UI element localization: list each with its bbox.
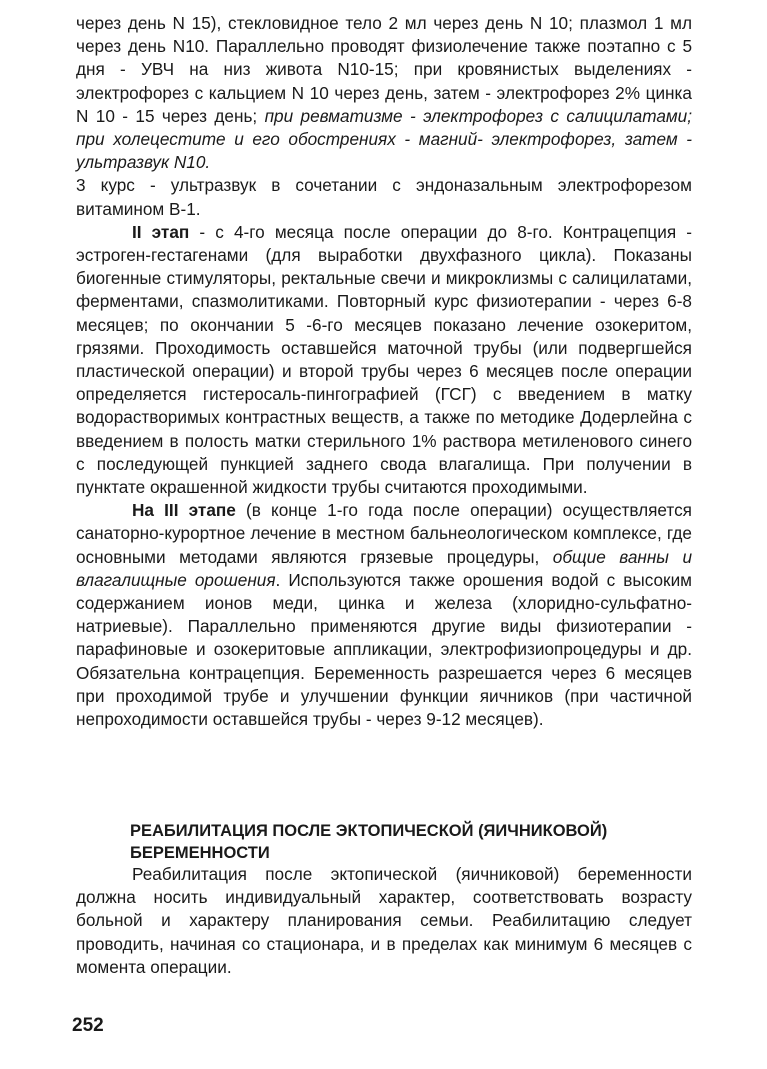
paragraph-rehabilitation: Реабилитация после эктопической (яичниковой) беременности должна носить индивидуальный характер, соответствовать возрасту больной и характеру планирования семьи. Реабилитацию следует проводить, начиная со стационара, и в пределах как минимум 6 месяцев с момента операции. xyxy=(76,864,692,977)
stage-3-italic-text: общие ванны и влагалищные орошения xyxy=(76,546,692,590)
paragraph-2: 3 курс - ультразвук в сочетании с эндоназальным электрофорезом витамином B-1. xyxy=(76,175,692,219)
page-number: 252 xyxy=(72,1015,104,1036)
paragraph-stage-2 xyxy=(76,221,692,499)
main-text xyxy=(76,12,692,731)
section-heading: РЕАБИЛИТАЦИЯ ПОСЛЕ ЭКТОПИЧЕСКОЙ (ЯИЧНИКОВОЙ) БЕРЕМЕННОСТИ xyxy=(130,822,608,862)
paragraph-stage-3 xyxy=(76,499,692,731)
stage-3-text-b: . Используются также орошения водой с высоким содержанием ионов меди, цинка и железа (хлоридно-сульфатно-натриевые). Параллельно применяются другие виды физиотерапии - парафиновые и озокеритовые аппликации, электрофизиопроцедуры и др. Обязательна контрацепция. Беременность разрешается через 6 месяцев при проходимой трубе и улучшении функции яичников (при частичной непроходимости оставшейся трубы - через 9-12 месяцев). xyxy=(76,569,692,730)
stage-2-label: II этап xyxy=(132,221,190,242)
section-text xyxy=(76,863,692,979)
stage-3-text-a: (в конце 1-го года после операции) осуществляется санаторно-курортное лечение в местном бальнеологическом комплексе, где основными методами являются грязевые процедуры, xyxy=(76,500,692,567)
paragraph-1 xyxy=(76,12,692,174)
paragraph-1-italic-text: при ревматизме - электрофорез с салицилатами; при холецестите и его обострениях - магний- электрофорез, затем - ультразвук N10. xyxy=(76,105,692,173)
stage-3-label: На III этапе xyxy=(132,500,236,521)
paragraph-1-text: через день N 15), стекловидное тело 2 мл через день N 10; плазмол 1 мл через день N10. Параллельно проводят физиолечение также поэтапно с 5 дня - УВЧ на низ живота N10-15; при кровянистых выделениях - электрофорез с кальцием N 10 через день, затем - электрофорез 2% цинка N 10 - 15 через день; xyxy=(76,13,692,126)
stage-2-text: - с 4-го месяца после операции до 8-го. Контрацепция - эстроген-гестагенами (для выработки двухфазного цикла). Показаны биогенные стимуляторы, ректальные свечи и микроклизмы с салицилатами, ферментами, спазмолитиками. Повторный курс физиотерапии - через 6-8 месяцев; по окончании 5 -6-го месяцев показано лечение озокеритом, грязями. Проходимость оставшейся маточной трубы (или подвергшейся пластической операции) и второй трубы через 6 месяцев после операции определяется гистеросаль-пингографией (ГСГ) с введением в матку водорастворимых контрастных веществ, а также по методике Додерлейна с введением в полость матки стерильного 1% раствора метиленового синего с последующей пункцией заднего свода влагалища. При получении в пунктате окрашенной жидкости трубы считаются проходимыми. xyxy=(76,221,692,498)
